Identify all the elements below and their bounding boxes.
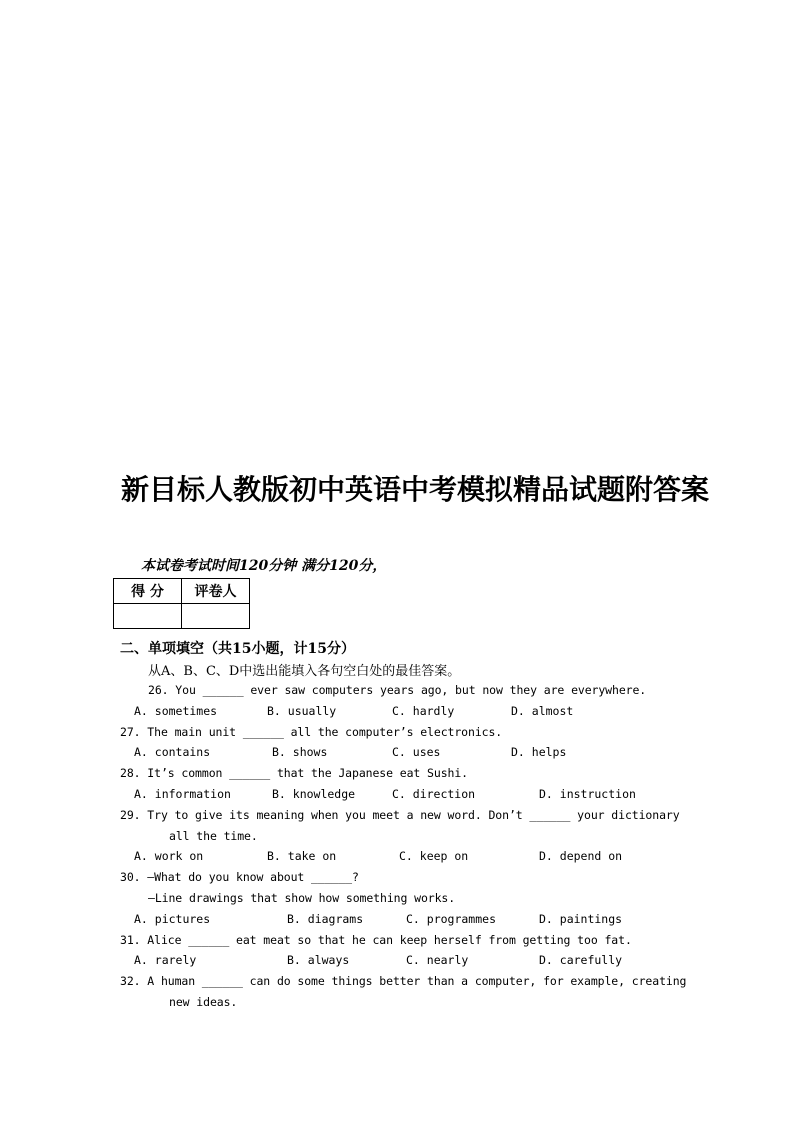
option: A. pictures [134, 912, 211, 926]
score-header: 得 分 [114, 579, 182, 604]
section-instruction: 从A、B、C、D中选出能填入各句空白处的最佳答案。 [148, 664, 461, 679]
question-32: 32. A human ______ can do some things better than a computer, for example, creating [120, 974, 687, 988]
option: D. depend on [539, 849, 623, 863]
option: C. nearly [406, 953, 469, 967]
option: D. paintings [539, 912, 623, 926]
option: D. almost [511, 704, 574, 718]
option: B. diagrams [287, 912, 364, 926]
option: B. knowledge [272, 787, 356, 801]
section-heading: 二、单项填空（共15小题，计15分） [120, 641, 355, 657]
question-29: 29. Try to give its meaning when you meet a new word. Don’t ______ your dictionary [120, 808, 680, 822]
option: B. take on [267, 849, 337, 863]
question-32-cont: new ideas. [169, 995, 238, 1009]
question-30-answer: —Line drawings that show how something works. [148, 891, 456, 905]
option: B. always [287, 953, 350, 967]
option: A. work on [134, 849, 204, 863]
question-30: 30. —What do you know about ______? [120, 870, 359, 884]
option: A. rarely [134, 953, 197, 967]
question-29-cont: all the time. [169, 829, 258, 843]
exam-info: 本试卷考试时间120分钟 满分120分， [141, 558, 387, 574]
option: B. usually [267, 704, 337, 718]
question-27: 27. The main unit ______ all the computer’s electronics. [120, 725, 503, 739]
question-26: 26. You ______ ever saw computers years ago, but now they are everywhere. [148, 683, 647, 697]
option: B. shows [272, 745, 328, 759]
option: A. information [134, 787, 231, 801]
page-title: 新目标人教版初中英语中考模拟精品试题附答案 [121, 473, 710, 506]
option: D. instruction [539, 787, 636, 801]
option: A. contains [134, 745, 211, 759]
option: D. carefully [539, 953, 623, 967]
option: D. helps [511, 745, 567, 759]
grader-cell [182, 604, 250, 629]
grader-header: 评卷人 [182, 579, 250, 604]
score-cell [114, 604, 182, 629]
option: A. sometimes [134, 704, 218, 718]
option: C. direction [392, 787, 476, 801]
score-table [113, 578, 250, 629]
option: C. programmes [406, 912, 497, 926]
question-31: 31. Alice ______ eat meat so that he can keep herself from getting too fat. [120, 933, 632, 947]
option: C. uses [392, 745, 441, 759]
option: C. hardly [392, 704, 455, 718]
question-28: 28. It’s common ______ that the Japanese eat Sushi. [120, 766, 469, 780]
option: C. keep on [399, 849, 469, 863]
